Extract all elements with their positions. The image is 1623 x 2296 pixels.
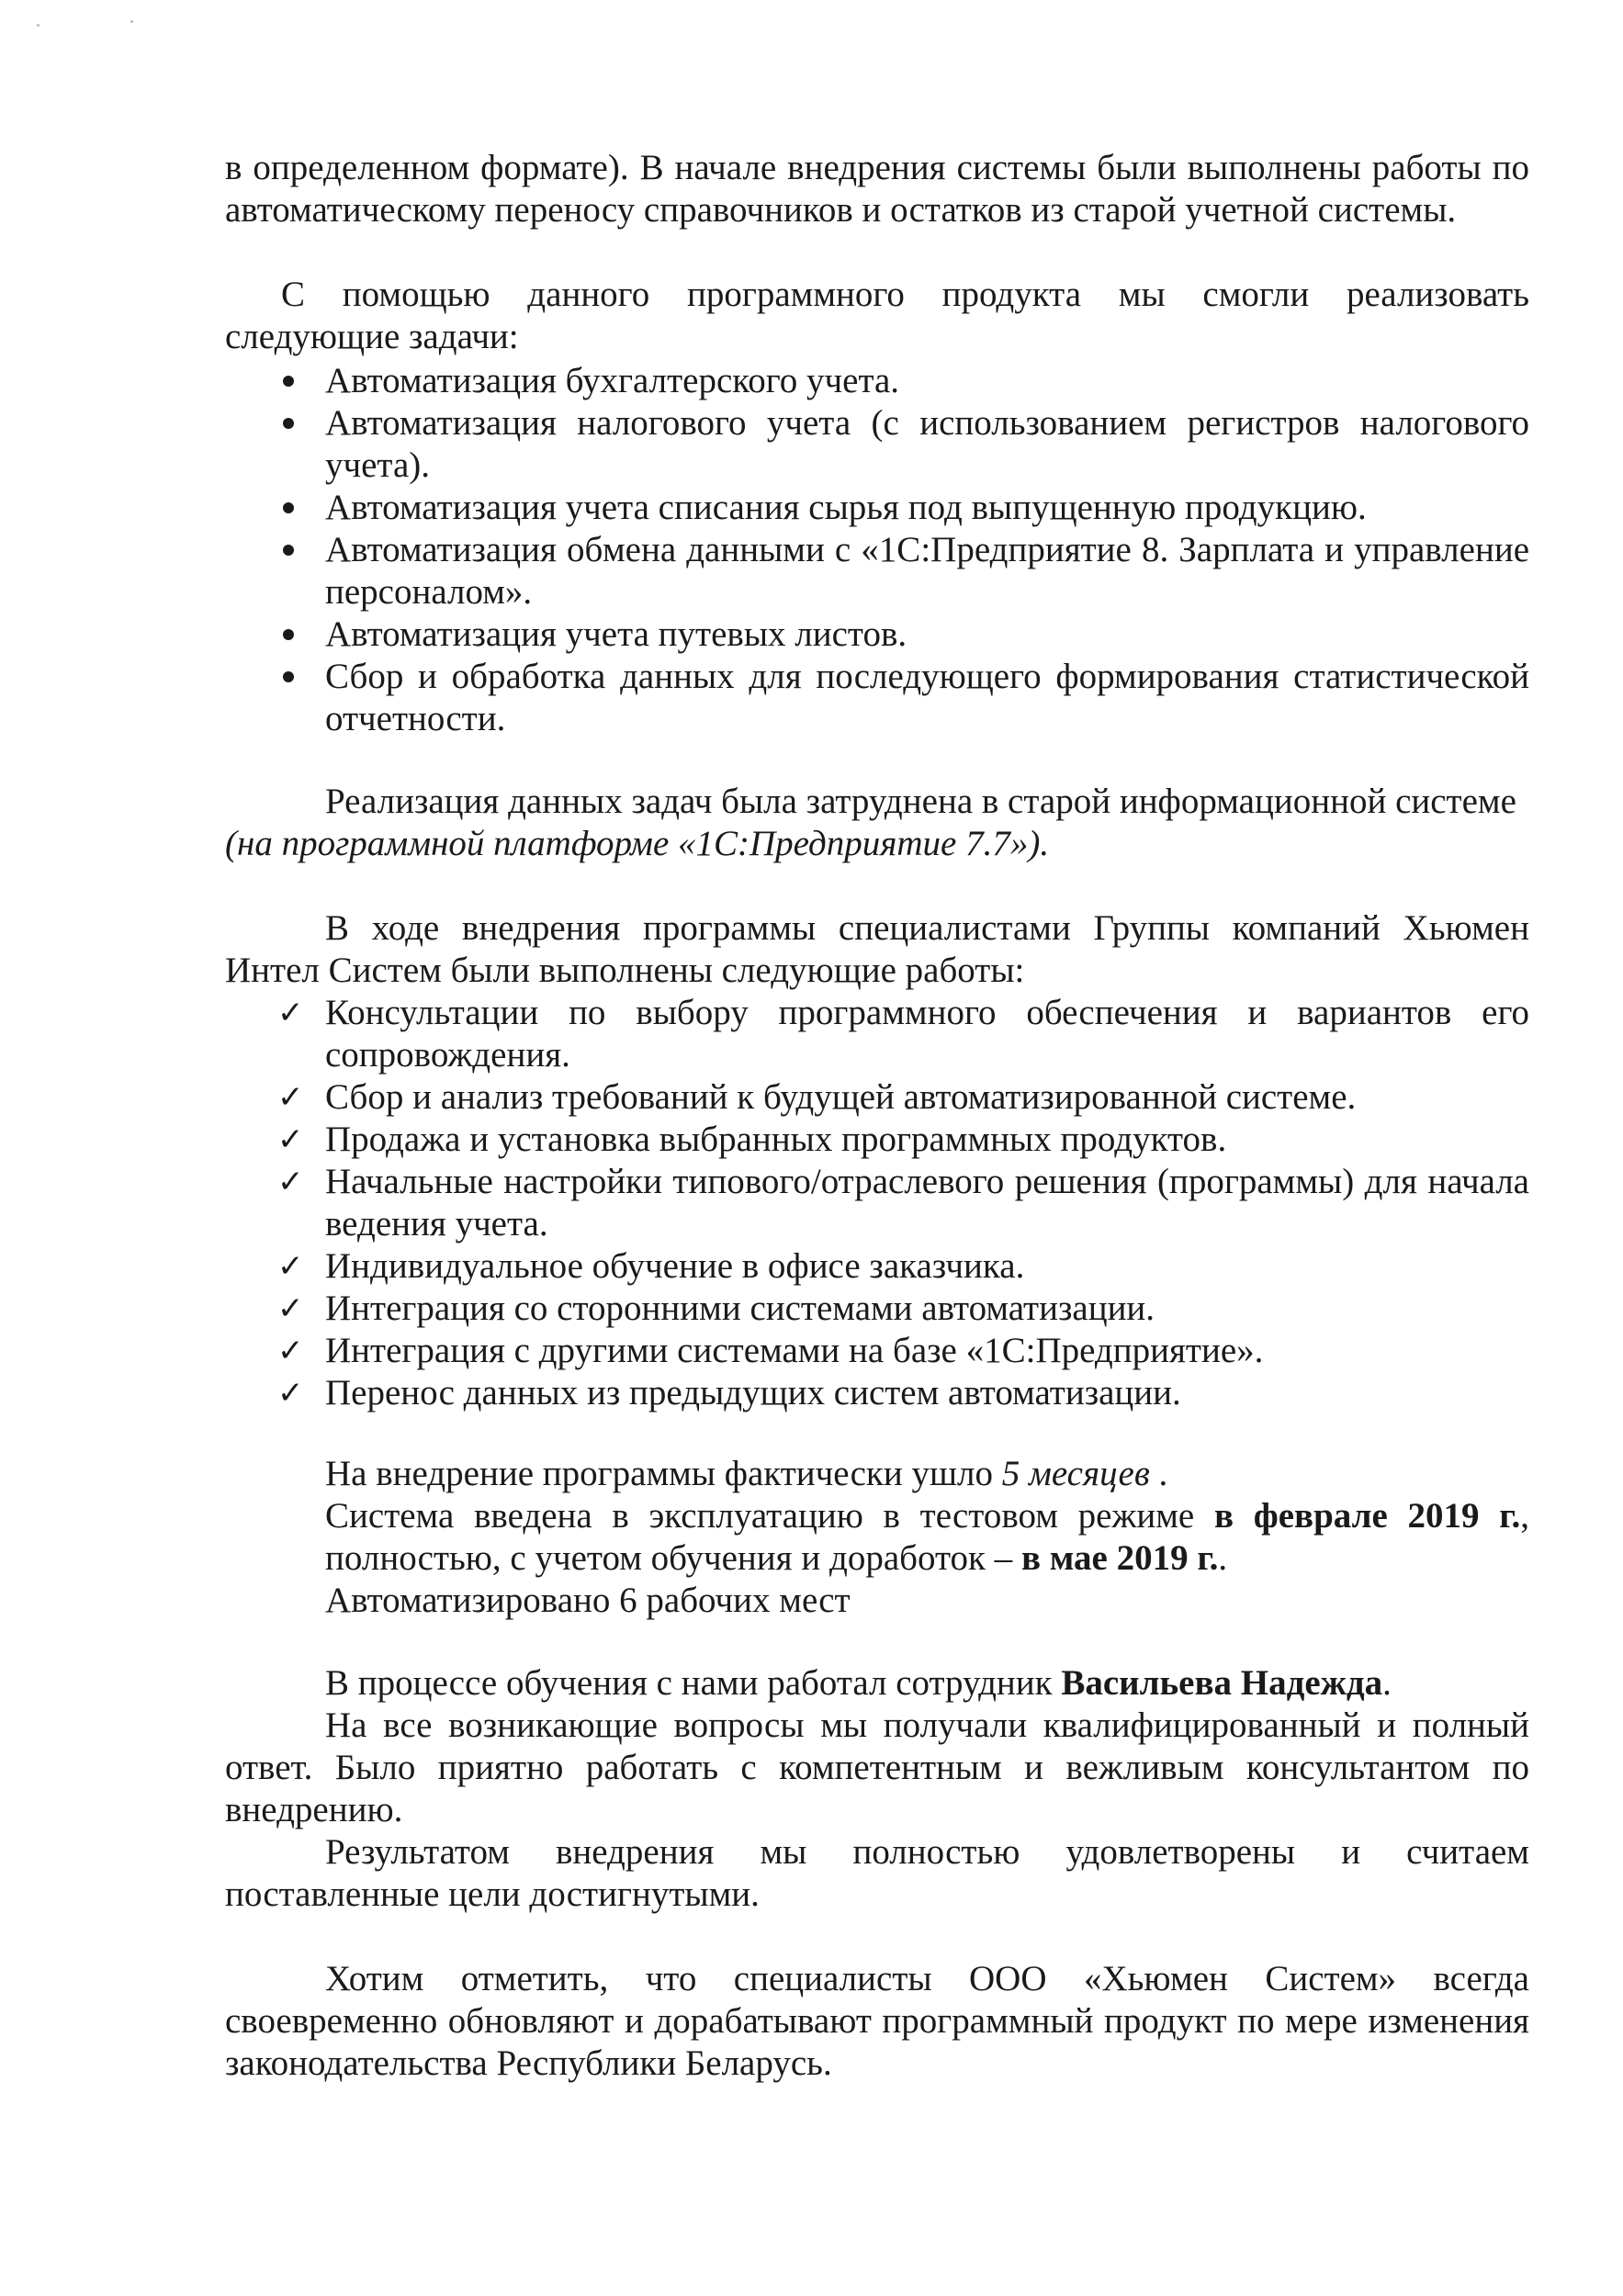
full-launch-date: в мае 2019 г. [1020, 1538, 1219, 1578]
list-item-text: Продажа и установка выбранных программных продуктов. [325, 1120, 1227, 1159]
checkmark-icon: ✓ [277, 1290, 304, 1327]
trainer-line [325, 1662, 1392, 1705]
old-system-platform: (на программной платформе «1С:Предприятие 7.7»). [225, 824, 1050, 863]
works-lead-line-2: Интел Систем были выполнены следующие работы: [225, 951, 1025, 990]
checkmark-icon: ✓ [277, 1375, 304, 1412]
checkmark-icon: ✓ [277, 1164, 304, 1200]
tasks-lead-line-1: С помощью данного программного продукта мы смогли реализовать [281, 275, 1529, 314]
bullet-icon [283, 502, 294, 513]
full-launch-line [325, 1537, 1227, 1580]
test-mode-suffix: , [1520, 1496, 1529, 1536]
checkmark-icon: ✓ [277, 1121, 304, 1158]
list-item-text: Автоматизация бухгалтерского учета. [325, 361, 900, 400]
feedback-line-3: внедрению. [225, 1790, 403, 1829]
old-system-line-2 [225, 823, 1049, 865]
duration-suffix: . [1158, 1454, 1168, 1493]
checkmark-icon: ✓ [277, 995, 304, 1031]
closing-line-3: законодательства Республики Беларусь. [225, 2043, 832, 2083]
test-mode-line [325, 1495, 1529, 1537]
intro-line-2: автоматическому переносу справочников и остатков из старой учетной системы. [225, 190, 1457, 230]
scan-speck [37, 24, 39, 27]
list-item-text-cont: сопровождения. [325, 1035, 570, 1075]
scan-speck [130, 20, 133, 23]
test-mode-prefix: Система введена в эксплуатацию в тестовом режиме [325, 1496, 1195, 1536]
result-line-1: Результатом внедрения мы полностью удовлетворены и считаем [325, 1832, 1529, 1872]
list-item-text: Автоматизация обмена данными с «1С:Предприятие 8. Зарплата и управление [325, 530, 1529, 569]
test-mode-date: в феврале 2019 г. [1213, 1496, 1521, 1536]
workplaces-line: Автоматизировано 6 рабочих мест [325, 1581, 851, 1620]
list-item-text: Автоматизация учета списания сырья под выпущенную продукцию. [325, 488, 1367, 527]
closing-line-2: своевременно обновляют и дорабатывают программный продукт по мере изменения [225, 2001, 1529, 2041]
trainer-name: Васильева Надежда [1061, 1663, 1383, 1703]
list-item-text: Начальные настройки типового/отраслевого решения (программы) для начала [325, 1162, 1529, 1201]
checkmark-icon: ✓ [277, 1248, 304, 1285]
intro-line-1: в определенном формате). В начале внедрения системы были выполнены работы по [225, 148, 1529, 187]
list-item-text: Индивидуальное обучение в офисе заказчика. [325, 1246, 1025, 1286]
list-item-text: Перенос данных из предыдущих систем автоматизации. [325, 1373, 1181, 1412]
duration-prefix: На внедрение программы фактически ушло [325, 1454, 993, 1493]
duration-value: 5 месяцев [1001, 1454, 1150, 1493]
old-system-line-1: Реализация данных задач была затруднена в старой информационной системе [325, 782, 1516, 821]
list-item-text-cont: отчетности. [325, 699, 506, 738]
list-item-text: Автоматизация налогового учета (с использованием регистров налогового [325, 403, 1529, 443]
bullet-icon [283, 376, 294, 387]
checkmark-icon: ✓ [277, 1333, 304, 1369]
full-launch-suffix: . [1218, 1538, 1228, 1578]
feedback-line-1: На все возникающие вопросы мы получали квалифицированный и полный [325, 1705, 1529, 1745]
list-item-text: Консультации по выбору программного обеспечения и вариантов его [325, 993, 1529, 1032]
list-item-text: Интеграция со сторонними системами автоматизации. [325, 1289, 1155, 1328]
list-item-text-cont: учета). [325, 445, 430, 485]
bullet-icon [283, 671, 294, 682]
bullet-icon [283, 418, 294, 429]
list-item-text: Интеграция с другими системами на базе «1С:Предприятие». [325, 1331, 1264, 1370]
list-item-text: Автоматизация учета путевых листов. [325, 614, 907, 654]
tasks-lead-line-2: следующие задачи: [225, 317, 519, 356]
duration-line [325, 1453, 1167, 1495]
list-item-text: Сбор и обработка данных для последующего формирования статистической [325, 657, 1529, 696]
feedback-line-2: ответ. Было приятно работать с компетентным и вежливым консультантом по [225, 1748, 1529, 1787]
full-launch-prefix: полностью, с учетом обучения и доработок – [325, 1538, 1013, 1578]
bullet-icon [283, 629, 294, 640]
list-item-text-cont: персоналом». [325, 572, 533, 612]
bullet-icon [283, 545, 294, 556]
works-lead-line-1: В ходе внедрения программы специалистами Группы компаний Хьюмен [325, 908, 1529, 948]
closing-line-1: Хотим отметить, что специалисты ООО «Хьюмен Систем» всегда [325, 1959, 1529, 1998]
trainer-prefix: В процессе обучения с нами работал сотрудник [325, 1663, 1053, 1703]
trainer-suffix: . [1382, 1663, 1392, 1703]
list-item-text-cont: ведения учета. [325, 1204, 548, 1244]
list-item-text: Сбор и анализ требований к будущей автоматизированной системе. [325, 1077, 1357, 1117]
result-line-2: поставленные цели достигнутыми. [225, 1874, 760, 1914]
checkmark-icon: ✓ [277, 1079, 304, 1116]
